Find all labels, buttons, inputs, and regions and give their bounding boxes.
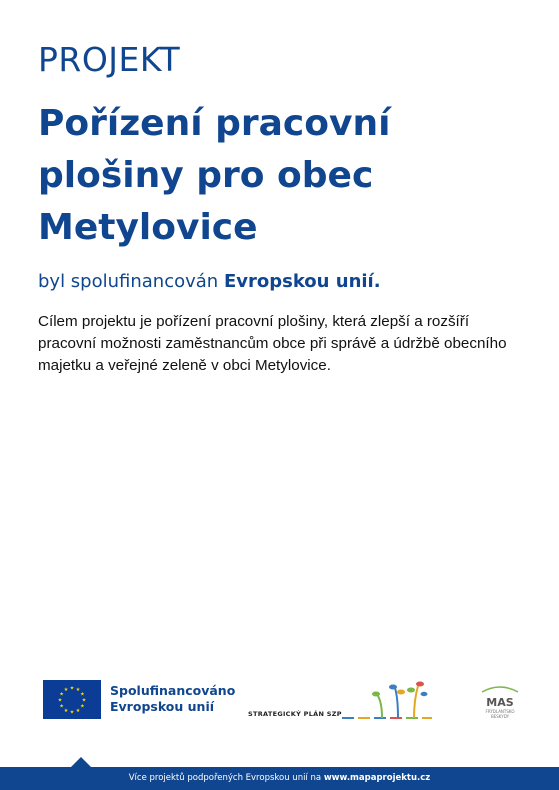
mas-sub1: FRÝDLANTSKO bbox=[485, 709, 515, 714]
eu-star-icon: ★ bbox=[69, 709, 75, 716]
eu-star-icon: ★ bbox=[57, 697, 63, 704]
eu-star-icon: ★ bbox=[59, 703, 64, 710]
project-title: Pořízení pracovní plošiny pro obec Metylovice bbox=[38, 103, 391, 248]
project-description: Cílem projektu je pořízení pracovní plošiny, která zlepší a rozšíří pracovní možnosti zaměstnancům obce při správě a údržbě obecního majetku a veřejné zeleně v obci Metylovice. bbox=[38, 313, 507, 374]
footer-prefix: Více projektů podpořených Evropskou unií na bbox=[128, 773, 322, 783]
eu-star-icon: ★ bbox=[81, 697, 87, 704]
eu-star-icon: ★ bbox=[63, 707, 69, 714]
eu-text-line1: Spolufinancováno bbox=[110, 683, 236, 698]
eu-text-line2: Evropskou unií bbox=[110, 699, 215, 714]
eu-star-icon: ★ bbox=[80, 691, 85, 698]
szp-label: STRATEGICKÝ PLÁN SZP bbox=[248, 710, 342, 718]
eu-star-icon: ★ bbox=[75, 687, 81, 694]
logo-bar bbox=[0, 670, 559, 730]
eu-star-icon: ★ bbox=[59, 691, 64, 698]
eu-star-icon: ★ bbox=[75, 707, 81, 714]
footer-notch bbox=[71, 757, 91, 767]
eu-star-icon: ★ bbox=[69, 685, 75, 692]
funding-prefix: byl spolufinancován bbox=[38, 271, 219, 292]
eu-cofinanced-text bbox=[110, 683, 235, 715]
footer-text bbox=[0, 767, 559, 790]
footer-bar bbox=[0, 767, 559, 790]
mas-logo bbox=[476, 682, 524, 722]
footer-link[interactable]: www.mapaprojektu.cz bbox=[323, 773, 431, 783]
mas-label: MAS bbox=[486, 696, 514, 709]
eu-flag-icon bbox=[43, 680, 101, 719]
eu-star-icon: ★ bbox=[80, 703, 85, 710]
mas-sub2: BESKYDY bbox=[490, 714, 510, 719]
eu-star-icon: ★ bbox=[63, 687, 69, 694]
funding-statement bbox=[38, 271, 381, 292]
szp-logo-icon bbox=[340, 678, 435, 723]
funding-emphasis: Evropskou unií. bbox=[223, 271, 381, 292]
kicker-label: PROJEKT bbox=[38, 40, 181, 79]
